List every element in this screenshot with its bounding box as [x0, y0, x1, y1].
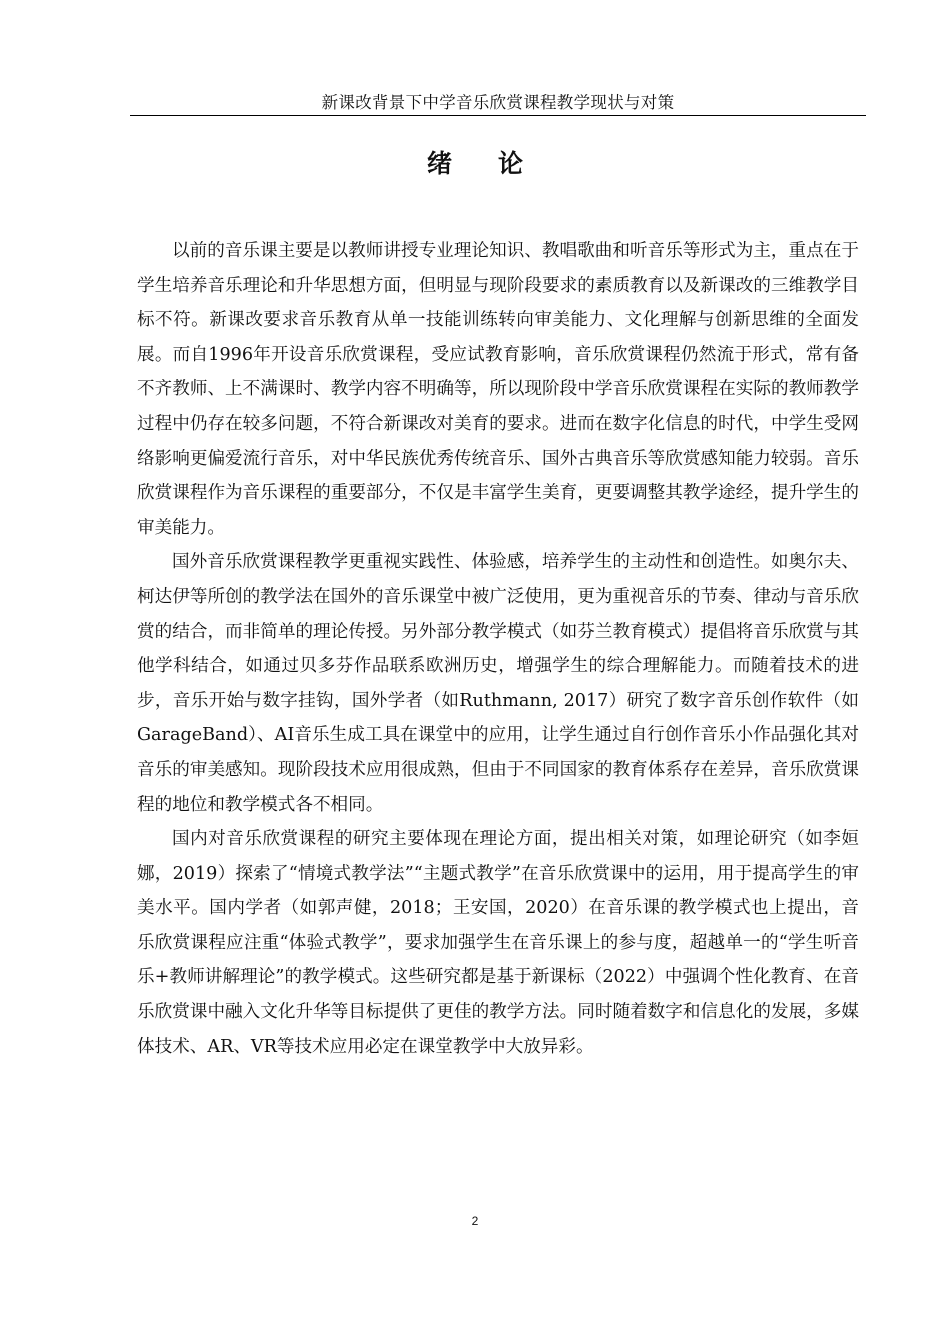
paragraph-2: 国外音乐欣赏课程教学更重视实践性、体验感，培养学生的主动性和创造性。如奥尔夫、柯达伊等所创的教学法在国外的音乐课堂中被广泛使用，更为重视音乐的节奏、律动与音乐欣赏的结合，而非简单的理论传授。另外部分教学模式（如芬兰教育模式）提倡将音乐欣赏与其他学科结合，如通过贝多芬作品联系欧洲历史，增强学生的综合理解能力。而随着技术的进步，音乐开始与数字挂钩，国外学者（如Ruthmann, 2017）研究了数字音乐创作软件（如GarageBand）、AI音乐生成工具在课堂中的应用，让学生通过自行创作音乐小作品强化其对音乐的审美感知。现阶段技术应用很成熟，但由于不同国家的教育体系存在差异，音乐欣赏课程的地位和教学模式各不相同。 — [137, 552, 859, 815]
chapter-title: 绪论 — [426, 149, 569, 178]
paragraph-1: 以前的音乐课主要是以教师讲授专业理论知识、教唱歌曲和听音乐等形式为主，重点在于学生培养音乐理论和升华思想方面，但明显与现阶段要求的素质教育以及新课改的三维教学目标不符。新课改要求音乐教育从单一技能训练转向审美能力、文化理解与创新思维的全面发展。而自1996年开设音乐欣赏课程，受应试教育影响，音乐欣赏课程仍然流于形式，常有备不齐教师、上不满课时、教学内容不明确等，所以现阶段中学音乐欣赏课程在实际的教师教学过程中仍存在较多问题，不符合新课改对美育的要求。进而在数字化信息的时代，中学生受网络影响更偏爱流行音乐，对中华民族优秀传统音乐、国外古典音乐等欣赏感知能力较弱。音乐欣赏课程作为音乐课程的重要部分，不仅是丰富学生美育，更要调整其教学途经，提升学生的审美能力。 — [137, 241, 859, 538]
running-header: 新课改背景下中学音乐欣赏课程教学现状与对策 — [321, 93, 675, 112]
paragraph-3: 国内对音乐欣赏课程的研究主要体现在理论方面，提出相关对策，如理论研究（如李姮娜，2019）探索了“情境式教学法”“主题式教学”在音乐欣赏课中的运用，用于提高学生的审美水平。国内学者（如郭声健，2018；王安国，2020）在音乐课的教学模式也上提出，音乐欣赏课程应注重“体验式教学”，要求加强学生在音乐课上的参与度，超越单一的“学生听音乐+教师讲解理论”的教学模式。这些研究都是基于新课标（2022）中强调个性化教育、在音乐欣赏课中融入文化升华等目标提供了更佳的教学方法。同时随着数字和信息化的发展，多媒体技术、AR、VR等技术应用必定在课堂教学中大放异彩。 — [137, 829, 859, 1057]
body-text — [137, 234, 859, 1064]
header-rule — [130, 115, 866, 116]
page-number: 2 — [471, 1214, 479, 1228]
